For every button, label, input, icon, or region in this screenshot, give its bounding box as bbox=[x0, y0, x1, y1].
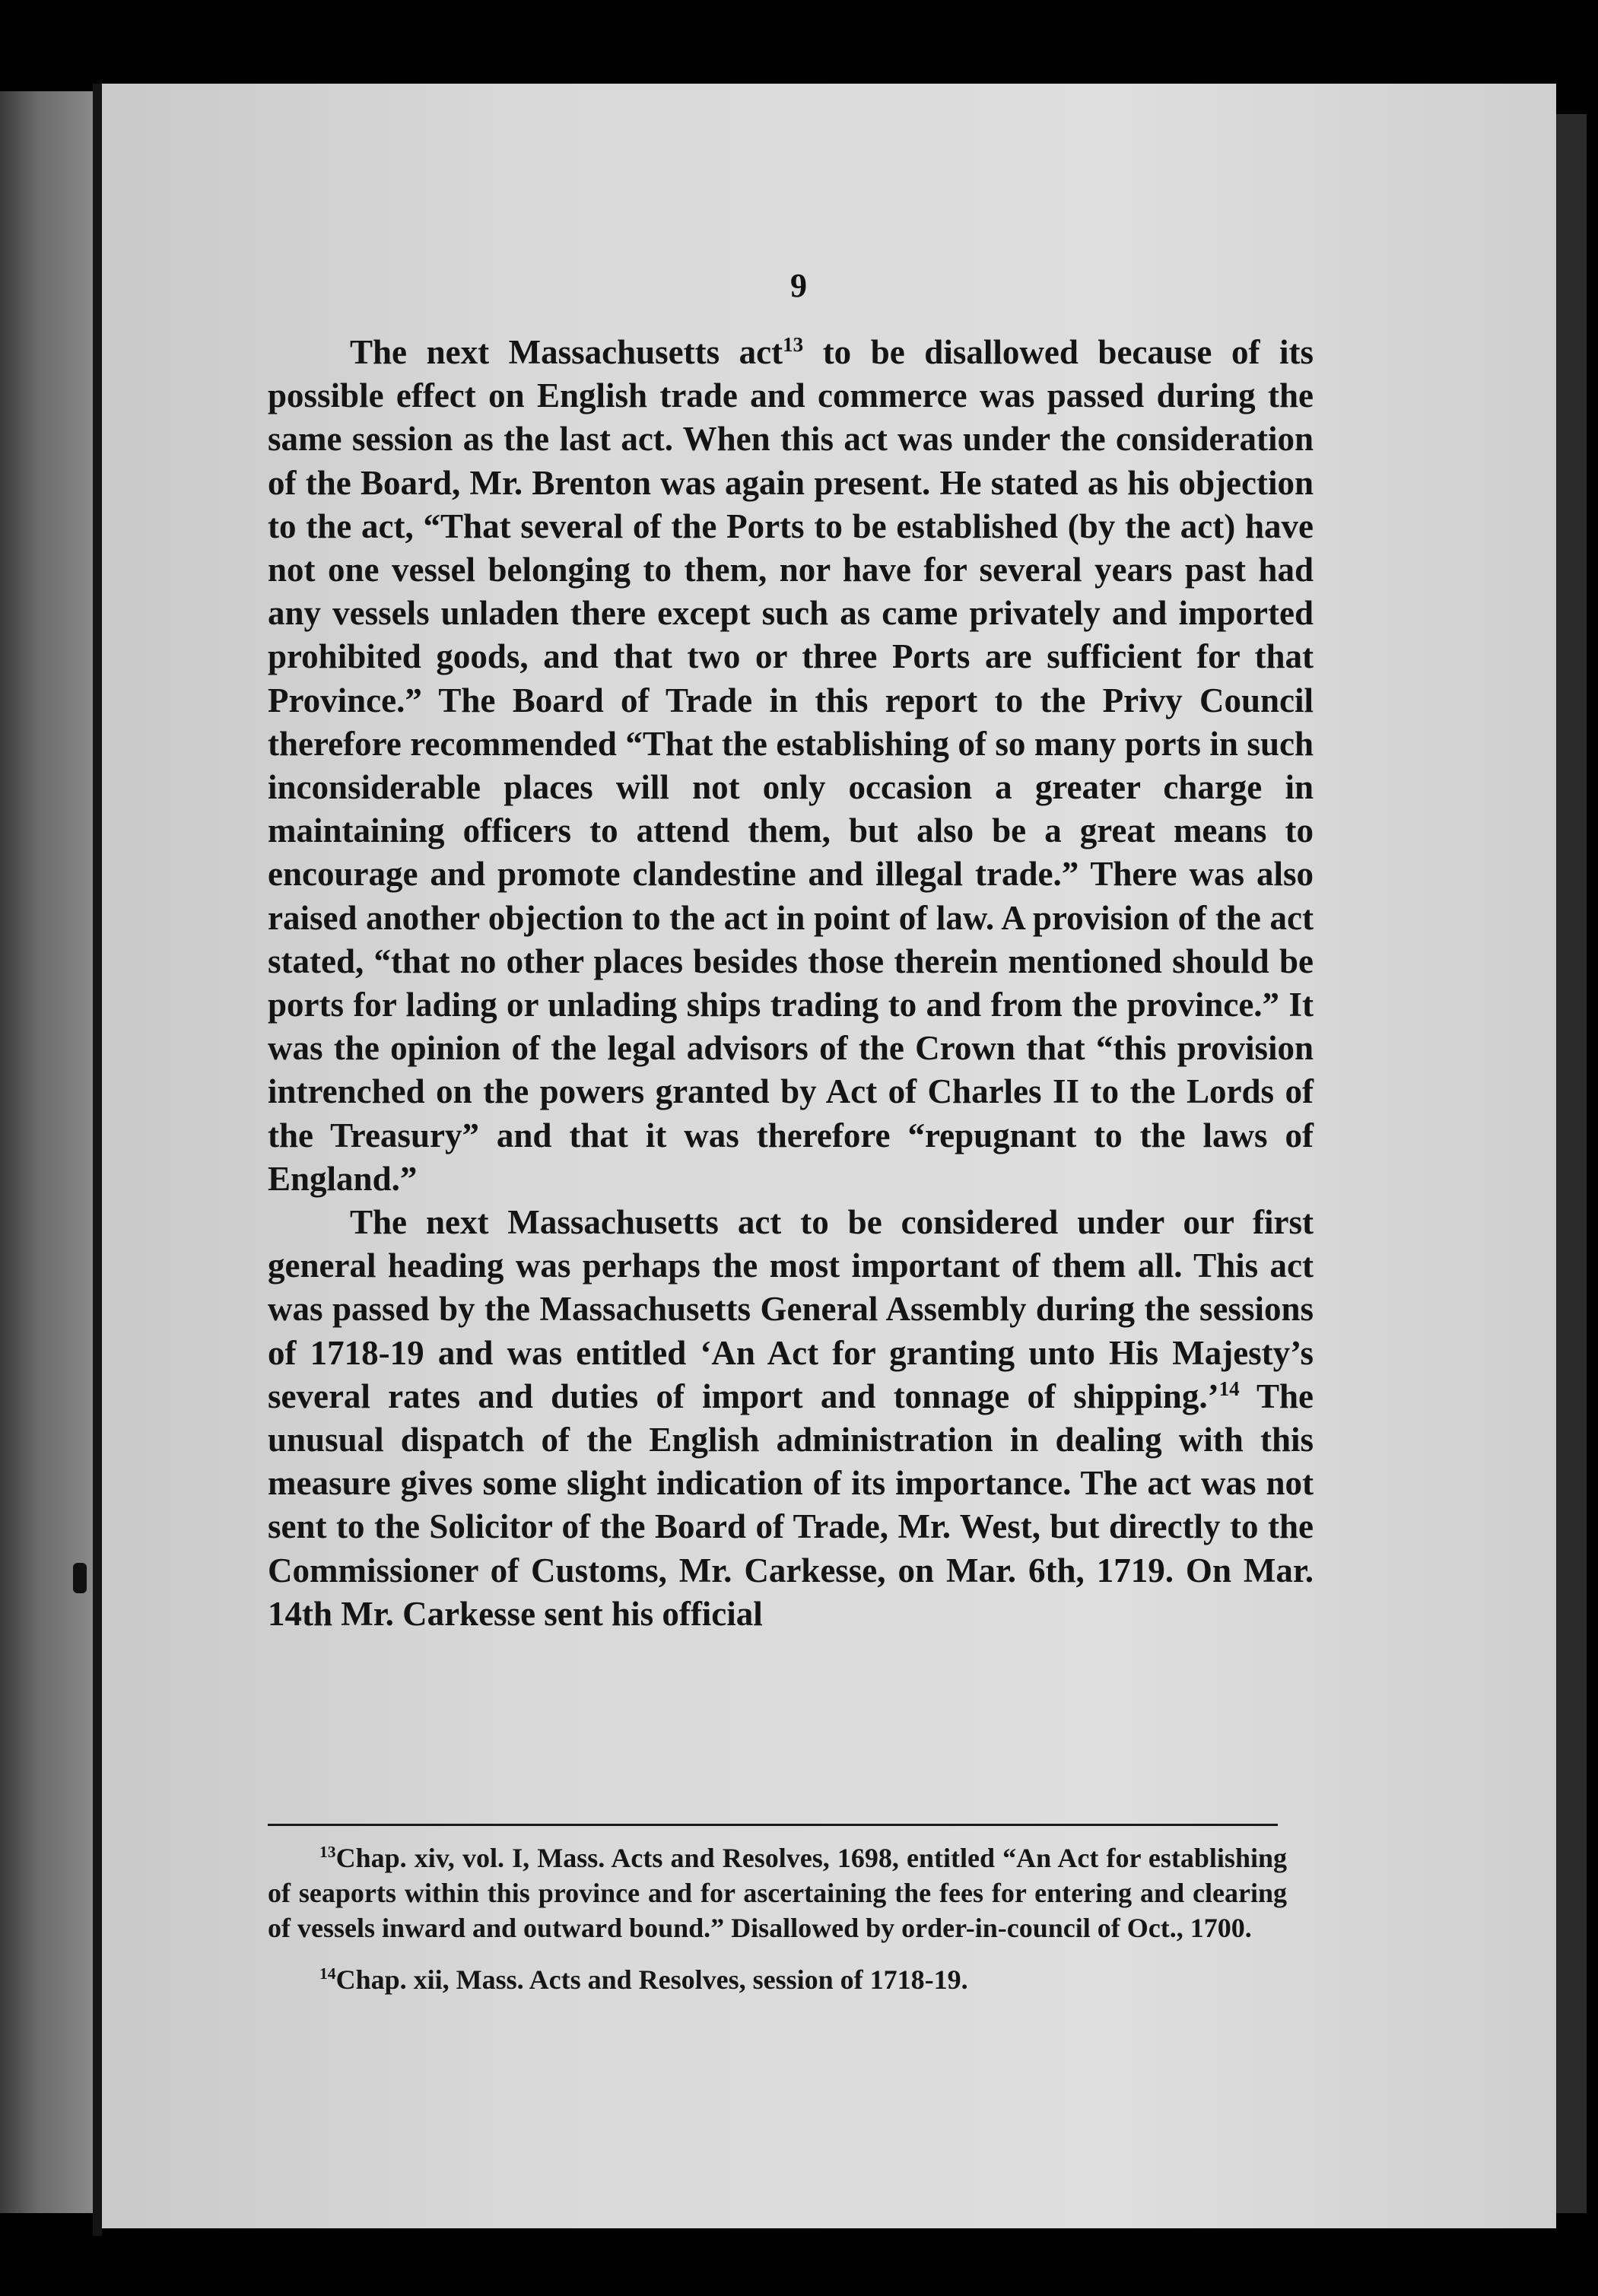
book-gutter bbox=[93, 84, 102, 2236]
paragraph-1-text-end: to be disallowed because of its possible effect on English trade and commerce was passed during the same session as the last act. When this act was under the consideration of the Board, Mr. Brenton was again present. He stated as his objection to the act, “That several of the Ports to be established (by the act) have not one vessel belonging to them, nor have for several years past had any vessels unladen there except such as came privately and imported prohibited goods, and that two or three Ports are sufficient for that Province.” The Board of Trade in this report to the Privy Council therefore recommended “That the establishing of so many ports in such inconsiderable places will not only occasion a greater charge in maintaining officers to attend them, but also be a great means to encourage and promote clandestine and illegal trade.” There was also raised another objection to the act in point of law. A provision of the act stated, “that no other places besides those therein mentioned should be ports for lading or unlading ships trading to and from the province.” It was the opinion of the legal advisors of the Crown that “this provision intrenched on the powers granted by Act of Charles II to the Lords of the Treasury” and that it was therefore “repugnant to the laws of England.” bbox=[268, 333, 1314, 1198]
footnote-ref-13: 13 bbox=[783, 333, 804, 356]
paragraph-1-text-start: The next Massachusetts act bbox=[350, 333, 783, 371]
page-number: 9 bbox=[790, 267, 807, 304]
facing-page-edge bbox=[0, 91, 93, 2213]
footnote-ref-14: 14 bbox=[1218, 1377, 1240, 1400]
footnote-divider bbox=[268, 1824, 1278, 1826]
page-right-edge bbox=[1556, 114, 1587, 2213]
paragraph-2-text-start: The next Massachusetts act to be considered under our first general heading was perhaps the most important of them all. This act was passed by the Massachusetts General Assembly during the sessions of 1718-19 and was entitled ‘An Act for granting unto His Majesty’s several rates and duties of import and tonnage of shipping.’ bbox=[268, 1203, 1314, 1415]
footnotes bbox=[268, 1840, 1287, 1997]
footnote-marker-14: 14 bbox=[319, 1964, 336, 1983]
paragraph-1 bbox=[268, 331, 1314, 1201]
paragraph-2-text-end: The unusual dispatch of the English administration in dealing with this measure gives some slight indication of its importance. The act was not sent to the Solicitor of the Board of Trade, Mr. West, but directly to the Commissioner of Customs, Mr. Carkesse, on Mar. 6th, 1719. On Mar. 14th Mr. Carkesse sent his official bbox=[268, 1377, 1314, 1633]
binding-mark bbox=[73, 1563, 87, 1593]
footnote-13-text: Chap. xiv, vol. I, Mass. Acts and Resolves, 1698, entitled “An Act for establishing of seaports within this province and for ascertaining the fees for entering and clearing of vessels inward and outward bound.” Disallowed by order-in-council of Oct., 1700. bbox=[268, 1843, 1287, 1943]
footnote-marker-13: 13 bbox=[319, 1843, 336, 1861]
main-text bbox=[268, 331, 1314, 1636]
footnote-14-text: Chap. xii, Mass. Acts and Resolves, session of 1718-19. bbox=[335, 1964, 968, 1995]
footnote-13 bbox=[268, 1840, 1287, 1945]
footnote-14 bbox=[268, 1962, 1287, 1997]
paragraph-2 bbox=[268, 1201, 1314, 1636]
